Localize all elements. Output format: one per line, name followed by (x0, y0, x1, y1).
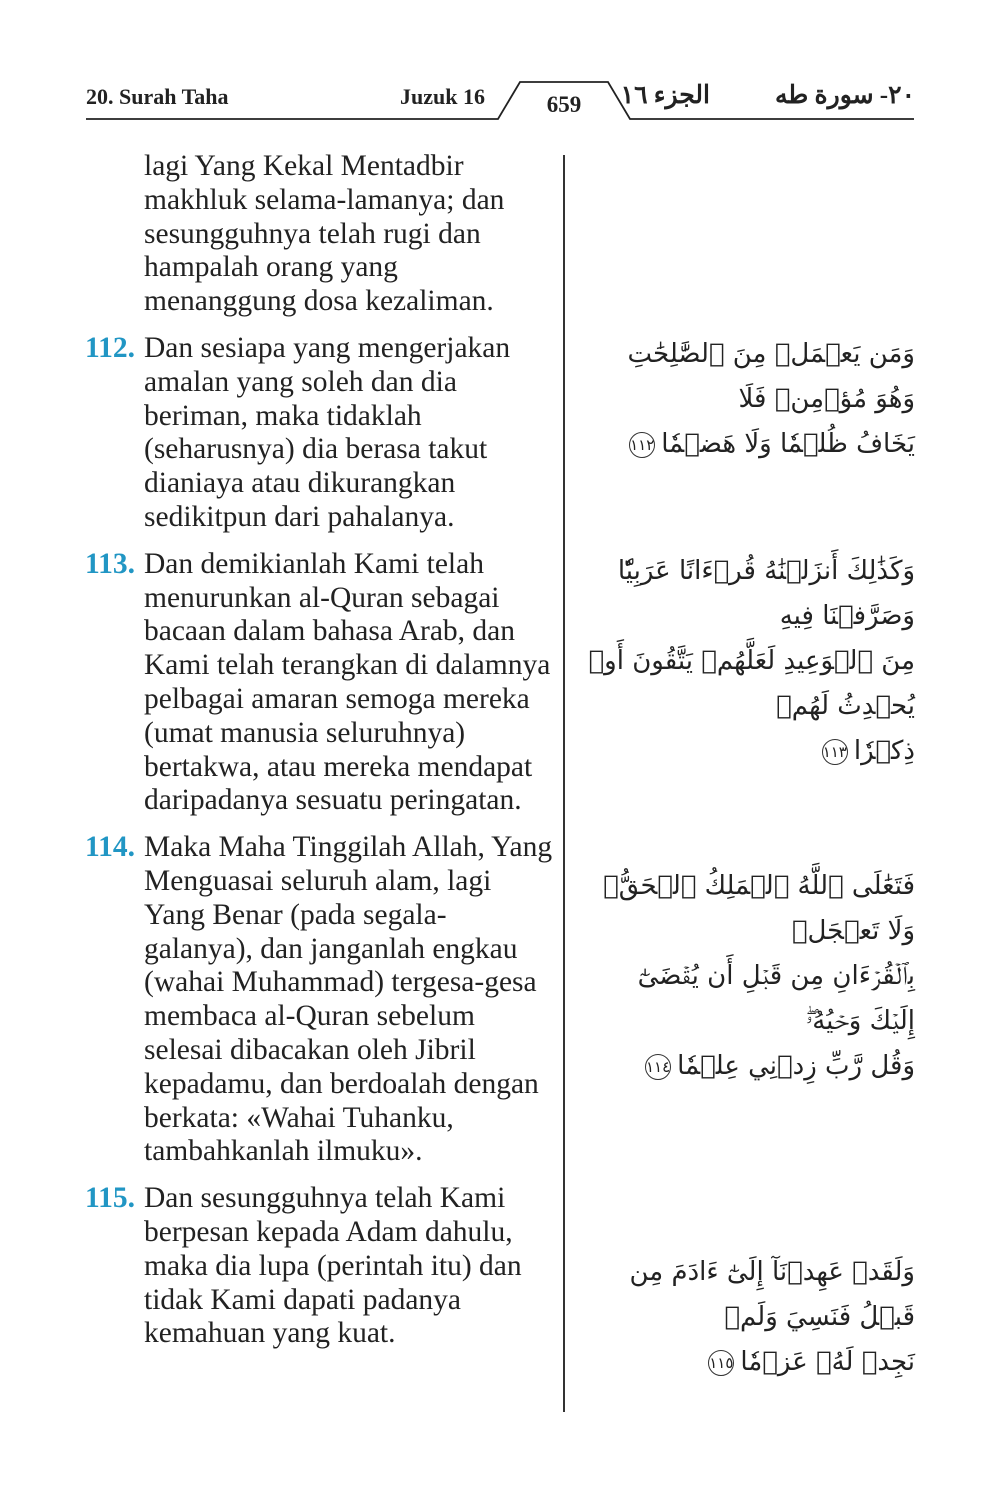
surah-title-arabic: ٢٠- سورة طه (774, 82, 915, 109)
verse-112-translation (85, 332, 555, 535)
arabic-line (585, 422, 915, 467)
arabic-line-text: نَجِدۡ لَهُۥ عَزۡمٗا (740, 1347, 915, 1377)
verse-text: Dan demikianlah Kami telah menurunkan al-Quran sebagai bacaan dalam bahasa Arab, dan Kami telah terangkan di dalamnya pelbagai amaran semoga mereka (umat manusia seluruhnya) bertakwa, atau mereka mendapat daripadanya sesuatu peringatan. (144, 547, 551, 817)
ayah-marker: ١١٤ (645, 1054, 671, 1080)
header-rule-svg (0, 0, 1000, 130)
arabic-line-text: وَقُل رَّبِّ زِدۡنِي عِلۡمٗا (677, 1051, 915, 1081)
verse-text: lagi Yang Kekal Mentadbir makhluk selama-lamanya; dan sesungguhnya telah rugi dan hampalah orang yang menanggung dosa kezaliman. (144, 150, 505, 318)
arabic-line: وَلَقَدۡ عَهِدۡنَآ إِلَىٰٓ ءَادَمَ مِن قَبۡلُ فَنَسِيَ وَلَمۡ (629, 1257, 915, 1332)
verse-text: Dan sesiapa yang mengerjakan amalan yang soleh dan dia beriman, maka tidaklah (seharusnya) dia berasa takut dianiaya atau dikurangkan sedikitpun dari pahalanya. (144, 331, 511, 533)
verse-text: Dan sesungguhnya telah Kami berpesan kepada Adam dahulu, maka dia lupa (perintah itu) dan tidak Kami dapati padanya kemahuan yang kuat. (144, 1182, 522, 1350)
arabic-line: وَمَن يَعۡمَلۡ مِنَ ٱلصَّٰلِحَٰتِ وَهُوَ مُؤۡمِنٞ فَلَا (627, 339, 915, 414)
page-number: 659 (546, 92, 582, 117)
verse-115-translation (85, 1182, 555, 1351)
arabic-line-text: ذِكۡرٗا (853, 736, 915, 766)
arabic-line: بِٱلۡقُرۡءَانِ مِن قَبۡلِ أَن يُقۡضَىٰٓ إِلَيۡكَ وَحۡيُهُۥۖ (637, 961, 915, 1036)
verse-113-translation (85, 548, 555, 818)
arabic-line: وَكَذَٰلِكَ أَنزَلۡنَٰهُ قُرۡءَانًا عَرَبِيّٗا وَصَرَّفۡنَا فِيهِ (617, 556, 915, 631)
verse-113-arabic (585, 549, 915, 774)
verse-114-translation (85, 831, 555, 1169)
arabic-line-text: يَخَافُ ظُلۡمٗا وَلَا هَضۡمٗا (661, 429, 915, 459)
juz-label-latin: Juzuk 16 (400, 84, 485, 109)
ayah-marker: ١١٥ (708, 1350, 734, 1376)
verse-number: 112. (85, 331, 135, 364)
verse-continuation (85, 150, 555, 319)
verse-115-arabic (585, 1250, 915, 1385)
column-divider (563, 155, 565, 1412)
page-header (0, 0, 1000, 130)
translation-column (85, 150, 555, 1364)
arabic-line: مِنَ ٱلۡوَعِيدِ لَعَلَّهُمۡ يَتَّقُونَ أَوۡ يُحۡدِثُ لَهُمۡ (588, 646, 915, 721)
verse-number: 113. (85, 547, 135, 580)
arabic-line (585, 1340, 915, 1385)
verse-number: 115. (85, 1182, 135, 1215)
surah-title-latin: 20. Surah Taha (86, 84, 229, 109)
verse-112-arabic (585, 332, 915, 467)
ayah-marker: ١١٢ (629, 432, 655, 458)
arabic-line: فَتَعَٰلَى ٱللَّهُ ٱلۡمَلِكُ ٱلۡحَقُّۗ وَلَا تَعۡجَلۡ (603, 871, 915, 946)
verse-text: Maka Maha Tinggilah Allah, Yang Menguasai seluruh alam, lagi Yang Benar (pada segala-galanya), dan janganlah engkau (wahai Muhammad) tergesa-gesa membaca al-Quran sebelum selesai dibacakan oleh Jibril kepadamu, dan berdoalah dengan berkata: «Wahai Tuhanku, tambahkanlah ilmuku». (144, 831, 553, 1168)
arabic-line (585, 1044, 915, 1089)
verse-114-arabic (585, 864, 915, 1089)
juz-label-arabic: الجزء ١٦ (620, 82, 710, 109)
verse-number: 114. (85, 831, 135, 864)
arabic-line (585, 729, 915, 774)
ayah-marker: ١١٣ (822, 739, 848, 765)
